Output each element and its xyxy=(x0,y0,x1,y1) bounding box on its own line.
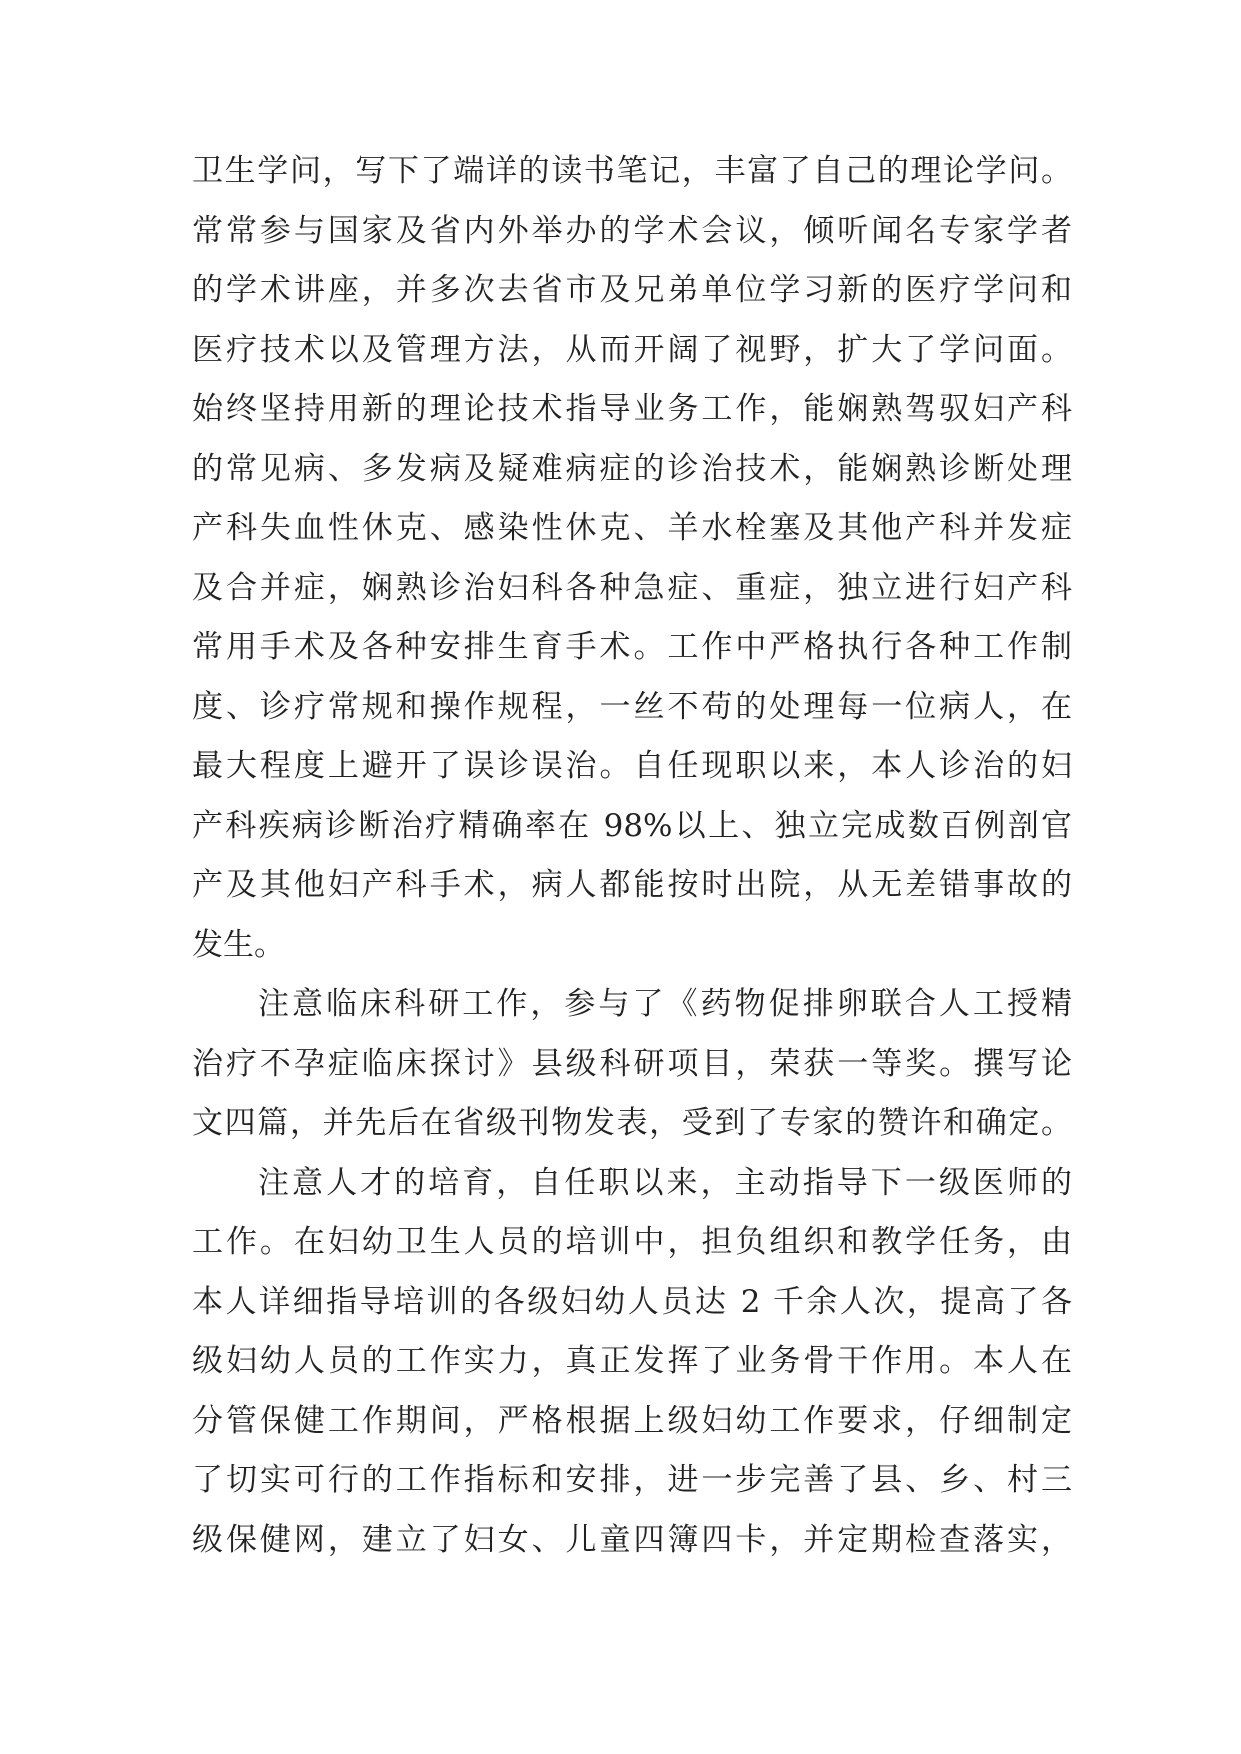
text-line: 最大程度上避开了误诊误治。自任现职以来，本人诊治的妇 xyxy=(192,748,1072,784)
text-line: 发生。 xyxy=(192,926,285,963)
text-line: 本人详细指导培训的各级妇幼人员达 2 千余人次，提高了各 xyxy=(192,1283,1072,1320)
text-line: 度、诊疗常规和操作规程，一丝不苟的处理每一位病人，在 xyxy=(192,688,1072,725)
text-line: 常常参与国家及省内外举办的学术会议，倾听闻名专家学者 xyxy=(192,212,1072,249)
text-line: 的学术讲座，并多次去省市及兄弟单位学习新的医疗学问和 xyxy=(192,272,1072,308)
text-line: 常用手术及各种安排生育手术。工作中严格执行各种工作制 xyxy=(192,629,1072,665)
text-line: 了切实可行的工作指标和安排，进一步完善了县、乡、村三 xyxy=(192,1462,1072,1498)
text-line: 的常见病、多发病及疑难病症的诊治技术，能娴熟诊断处理 xyxy=(192,450,1072,487)
text-line: 治疗不孕症临床探讨》县级科研项目，荣获一等奖。撰写论 xyxy=(192,1045,1072,1082)
text-line: 产科失血性休克、感染性休克、羊水栓塞及其他产科并发症 xyxy=(192,510,1072,546)
text-line: 卫生学问，写下了端详的读书笔记，丰富了自己的理论学问。 xyxy=(192,153,1072,189)
paragraph-first-line: 注意临床科研工作，参与了《药物促排卵联合人工授精 xyxy=(258,986,1072,1022)
text-line: 及合并症，娴熟诊治妇科各种急症、重症，独立进行妇产科 xyxy=(192,569,1072,606)
text-line: 文四篇，并先后在省级刊物发表，受到了专家的赞许和确定。 xyxy=(192,1105,1072,1141)
text-line: 分管保健工作期间，严格根据上级妇幼工作要求，仔细制定 xyxy=(192,1402,1072,1439)
body-text xyxy=(192,142,1072,1570)
paragraph-first-line: 注意人才的培育，自任职以来，主动指导下一级医师的 xyxy=(258,1164,1072,1201)
text-line: 医疗技术以及管理方法，从而开阔了视野，扩大了学问面。 xyxy=(192,331,1072,368)
text-line: 产及其他妇产科手术，病人都能按时出院，从无差错事故的 xyxy=(192,867,1072,903)
text-line: 级保健网，建立了妇女、儿童四簿四卡，并定期检查落实， xyxy=(192,1521,1072,1558)
text-line: 始终坚持用新的理论技术指导业务工作，能娴熟驾驭妇产科 xyxy=(192,391,1072,427)
text-line: 级妇幼人员的工作实力，真正发挥了业务骨干作用。本人在 xyxy=(192,1343,1072,1379)
text-line: 产科疾病诊断治疗精确率在 98%以上、独立完成数百例剖官 xyxy=(192,807,1072,844)
text-line: 工作。在妇幼卫生人员的培训中，担负组织和教学任务，由 xyxy=(192,1224,1072,1260)
